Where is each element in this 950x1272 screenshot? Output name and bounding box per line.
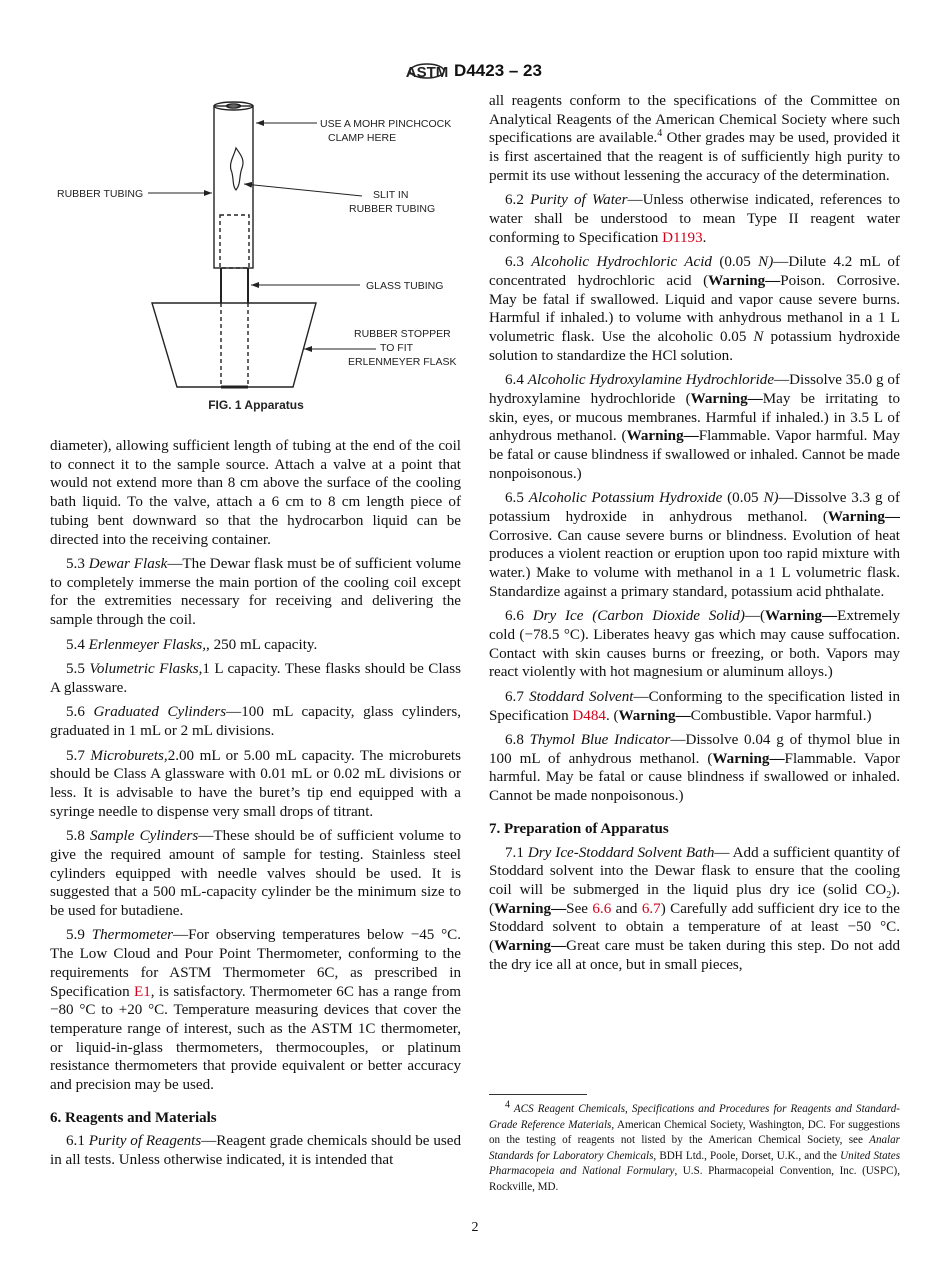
text-run: —Dissolve 35.0 g of hydroxylamine hydrochloride ( bbox=[489, 372, 901, 407]
text-run: . ( bbox=[605, 707, 619, 724]
text-run: 7.1 bbox=[505, 844, 528, 861]
text-run: 6.6 bbox=[505, 608, 533, 625]
text-run: (0.05 bbox=[711, 254, 759, 271]
label-clamp: USE A MOHR PINCHCOCK bbox=[320, 118, 452, 130]
superscript: 4 bbox=[505, 1099, 510, 1111]
italic-text: Thymol Blue Indicator bbox=[529, 732, 671, 749]
reference-link[interactable]: 6.6 bbox=[592, 900, 612, 917]
paragraph bbox=[50, 437, 461, 549]
warning-label: Warning— bbox=[690, 390, 763, 407]
label-slit-2: RUBBER TUBING bbox=[349, 203, 436, 215]
text-run: , American Chemical Society, Washington, DC. For suggestions on the testing of reagents not listed by the American Chemical Society, see bbox=[489, 1118, 900, 1146]
text-run: . bbox=[702, 229, 707, 246]
warning-label: Warning— bbox=[618, 707, 691, 724]
italic-text: Microburets, bbox=[90, 747, 168, 764]
warning-label: Warning— bbox=[626, 428, 699, 445]
text-run: 5.6 bbox=[66, 704, 94, 721]
text-run: —100 mL capacity, glass cylinders, graduated in 1 mL or 2 mL divisions. bbox=[50, 704, 462, 740]
paragraph bbox=[50, 660, 461, 697]
warning-label: Warning— bbox=[712, 750, 785, 767]
warning-label: Warning— bbox=[494, 938, 567, 955]
paragraph bbox=[489, 371, 900, 483]
footnote-divider bbox=[489, 1094, 587, 1095]
paragraph bbox=[489, 253, 900, 365]
paragraph bbox=[50, 636, 461, 655]
paragraph bbox=[489, 607, 900, 682]
text-run: —Dilute 4.2 mL of concentrated hydrochloric acid ( bbox=[489, 254, 900, 289]
italic-text: Analar Standards for Laboratory Chemicals bbox=[489, 1134, 900, 1162]
italic-text: Volumetric Flasks, bbox=[89, 661, 203, 678]
text-run: , U.S. Pharmacopeial Convention, Inc. (USPC), Rockville, MD. bbox=[489, 1165, 900, 1193]
text-run: 1 L capacity. These flasks should be Class A glassware. bbox=[50, 661, 461, 696]
text-run: —These should be of sufficient volume to give the required amount of sample for testing. Stainless steel cylinders equipped with needle valves should be used. It is suggested that a 500 mL-capacity cylinder be the minimum size to be used for butadiene. bbox=[50, 828, 461, 919]
page-number: 2 bbox=[471, 1220, 479, 1235]
paragraph bbox=[50, 827, 461, 921]
italic-text: Graduated Cylinders bbox=[93, 704, 227, 721]
paragraph bbox=[489, 191, 900, 247]
paragraph bbox=[489, 1099, 901, 1195]
text-run: (0.05 bbox=[722, 490, 764, 507]
text-run: May be irritating to skin, eyes, or mucous membranes. Harmful if inhaled.) in 3.5 L of anhydrous methanol. ( bbox=[489, 390, 900, 445]
figure-apparatus bbox=[0, 0, 480, 420]
italic-text: N) bbox=[763, 490, 779, 507]
text-run: —For observing temperatures below −45 °C. The Low Cloud and Pour Point Thermometer, conforming to the requirements for ASTM Thermometer 6C, as prescribed in Specification bbox=[50, 927, 461, 1000]
text-run: Other grades may be used, provided it is first ascertained that the reagent is of sufficiently high purity to permit its use without lessening the accuracy of the determination. bbox=[489, 130, 900, 184]
text-run: , BDH Ltd., Poole, Dorset, U.K., and the bbox=[653, 1149, 841, 1162]
italic-text: N bbox=[753, 329, 764, 346]
text-run: —The Dewar flask must be of sufficient volume to completely immerse the main portion of the cooling coil except for the extremities necessary for receiving and delivering the sample through the coil. bbox=[50, 556, 462, 629]
text-run: , is satisfactory. Thermometer 6C has a range from −80 °C to +20 °C. Temperature measuring devices that cover the temperature range of interest, such as the ASTM 1C thermometer, or liquid-in-glass thermometers, thermocouples, or platinum resistance thermometers that provide equivalent or better accuracy and precision may be used. bbox=[50, 983, 462, 1094]
italic-text: Erlenmeyer Flasks, bbox=[88, 636, 207, 653]
italic-text: Alcoholic Potassium Hydroxide bbox=[528, 490, 723, 507]
warning-label: Warning— bbox=[708, 272, 781, 289]
italic-text: Dry Ice-Stoddard Solvent Bath bbox=[527, 844, 715, 861]
text-run: 5.9 bbox=[66, 927, 92, 944]
reference-link[interactable]: D484 bbox=[572, 707, 606, 724]
text-run: —( bbox=[744, 608, 765, 625]
reference-link[interactable]: 6.7 bbox=[641, 900, 661, 917]
italic-text: Purity of Water bbox=[530, 192, 628, 209]
warning-label: Warning— bbox=[764, 608, 838, 625]
italic-text: Stoddard Solvent bbox=[529, 688, 634, 705]
text-run: 6.3 bbox=[505, 254, 532, 271]
text-run: potassium hydroxide solution to standardize the HCl solution. bbox=[489, 329, 900, 364]
left-column bbox=[50, 437, 461, 1176]
text-run: 6.8 bbox=[505, 732, 530, 749]
right-column bbox=[489, 92, 900, 980]
arrows bbox=[148, 123, 376, 349]
label-clamp-2: CLAMP HERE bbox=[328, 132, 397, 144]
text-run: —Unless otherwise indicated, references to water shall be understood to mean Type II reagent water conforming to Specification bbox=[489, 192, 900, 246]
text-run: 5.8 bbox=[66, 828, 90, 845]
warning-label: Warning— bbox=[827, 508, 900, 525]
text-run: Extremely cold (−78.5 °C). Liberates heavy gas which may cause suffocation. Contact with skin causes burns or freezing, or both. Vapors may react violently with hot magnesium or aluminum alloys.) bbox=[489, 608, 900, 681]
text-run: , 250 mL capacity. bbox=[206, 636, 318, 653]
paragraph bbox=[50, 555, 461, 630]
subscript: 2 bbox=[886, 890, 892, 902]
paragraph bbox=[50, 703, 461, 740]
label-stopper-2: TO FIT bbox=[380, 342, 414, 354]
text-run: 5.7 bbox=[66, 747, 91, 764]
text-run: all reagents conform to the specifications of the Committee on Analytical Reagents of the American Chemical Society where such specifications are available. bbox=[489, 93, 900, 147]
reference-link[interactable]: D1193 bbox=[662, 229, 703, 246]
text-run: —Dissolve 0.04 g of thymol blue in 100 mL of anhydrous methanol. ( bbox=[489, 732, 900, 767]
superscript: 4 bbox=[657, 128, 663, 140]
text-run: diameter), allowing sufficient length of tubing at the end of the coil to connect it to the sample source. Attach a valve at a point that would not extend more than 8 cm above the surface of the cooling bath liquid. To the valve, attach a 6 cm to 8 cm length piece of tubing bent downward so that the hydrocarbon liquid can be directed into the receiving container. bbox=[50, 438, 461, 548]
paragraph bbox=[489, 688, 900, 725]
italic-text: Dewar Flask bbox=[88, 556, 168, 573]
text-run: 2.00 mL or 5.00 mL capacity. The microburets should be Class A glassware with 0.01 mL or 0.02 mL divisions or less. It is advisable to have the buret’s tip end equipped with a syringe needle to dispense very small drops of titrant. bbox=[50, 747, 461, 820]
paragraph bbox=[489, 489, 900, 601]
italic-text: Alcoholic Hydrochloric Acid bbox=[531, 254, 712, 271]
label-rubber-tubing: RUBBER TUBING bbox=[57, 188, 144, 200]
text-run: Flammable. Vapor harmful. May be fatal or cause blindness if swallowed or inhaled. Cannot be made nonpoisonous.) bbox=[489, 750, 900, 805]
warning-label: Warning— bbox=[494, 900, 567, 917]
apparatus-drawing bbox=[152, 102, 316, 387]
label-stopper: RUBBER STOPPER bbox=[354, 328, 451, 340]
text-run: 6.1 bbox=[66, 1133, 89, 1150]
designation: D4423 – 23 bbox=[454, 61, 542, 80]
text-run: —Conforming to the specification listed in Specification bbox=[489, 688, 901, 724]
paragraph bbox=[489, 92, 900, 186]
italic-text: Purity of Reagents bbox=[88, 1133, 202, 1150]
italic-text: United States Pharmacopeia and National Formulary bbox=[489, 1149, 901, 1177]
paragraph bbox=[50, 926, 461, 1094]
text-run: ). ( bbox=[489, 882, 900, 917]
section-heading: 7. Preparation of Apparatus bbox=[489, 820, 669, 837]
footnotes bbox=[489, 1099, 901, 1195]
text-run: 5.5 bbox=[66, 661, 90, 678]
italic-text: Sample Cylinders bbox=[90, 828, 199, 845]
text-run: 5.4 bbox=[66, 636, 89, 653]
text-run: Corrosive. Can cause severe burns or blindness. Evolution of heat produces a violent reaction or eruption upon too rapid mixture with water.) Make to volume with methanol in a 1 L volumetric flask. Standardize against a primary standard, potassium acid phthalate. bbox=[489, 527, 900, 600]
paragraph bbox=[489, 844, 900, 975]
svg-text:ASTM: ASTM bbox=[405, 64, 449, 81]
label-glass-tubing: GLASS TUBING bbox=[366, 280, 444, 292]
italic-text: N) bbox=[758, 254, 774, 271]
label-stopper-3: ERLENMEYER FLASK bbox=[348, 356, 457, 368]
text-run: ) Carefully add sufficient dry ice to the Stoddard solvent to obtain a temperature of at least −50 °C. ( bbox=[489, 900, 900, 955]
text-run: 6.4 bbox=[505, 372, 528, 389]
text-run: 6.5 bbox=[505, 490, 529, 507]
text-run: —Reagent grade chemicals should be used in all tests. Unless otherwise indicated, it is intended that bbox=[50, 1133, 462, 1169]
text-run: 6.7 bbox=[505, 688, 530, 705]
paragraph bbox=[489, 731, 900, 806]
section-heading: 6. Reagents and Materials bbox=[50, 1109, 217, 1126]
reference-link[interactable]: E1 bbox=[134, 983, 151, 1000]
text-run: Poison. Corrosive. May be fatal if swallowed. Liquid and vapor cause severe burns. Harmful if inhaled.) to volume with anhydrous methanol in a 1 L volumetric flask. Use the alcoholic 0.05 bbox=[489, 272, 901, 346]
italic-text: ACS Reagent Chemicals, Specifications and Procedures for Reagents and Standard-Grade Reference Materials bbox=[489, 1103, 900, 1131]
text-run: Combustible. Vapor harmful.) bbox=[690, 707, 872, 724]
italic-text: Thermometer bbox=[91, 927, 174, 944]
text-run: —Dissolve 3.3 g of potassium hydroxide in anhydrous methanol. ( bbox=[489, 490, 900, 525]
figure-caption: FIG. 1 Apparatus bbox=[208, 398, 304, 412]
label-slit: SLIT IN bbox=[373, 189, 409, 201]
text-run: 6.2 bbox=[505, 192, 531, 209]
text-run: See bbox=[566, 900, 593, 917]
text-run: Great care must be taken during this step. Do not add the dry ice all at once, but in small pieces, bbox=[489, 938, 900, 973]
text-run: Flammable. Vapor harmful. May be fatal or cause blindness if swallowed or inhaled. Cannot be made nonpoisonous.) bbox=[489, 428, 900, 482]
text-run: — Add a sufficient quantity of Stoddard solvent into the Dewar flask to ensure that the cooling coil will be submerged in the liquid plus dry ice (solid CO bbox=[489, 844, 901, 898]
text-run: 5.3 bbox=[66, 556, 89, 573]
paragraph bbox=[50, 1132, 461, 1169]
italic-text: Dry Ice (Carbon Dioxide Solid) bbox=[532, 608, 745, 625]
italic-text: Alcoholic Hydroxylamine Hydrochloride bbox=[527, 372, 775, 389]
paragraph bbox=[50, 747, 461, 822]
text-run: and bbox=[611, 900, 642, 917]
